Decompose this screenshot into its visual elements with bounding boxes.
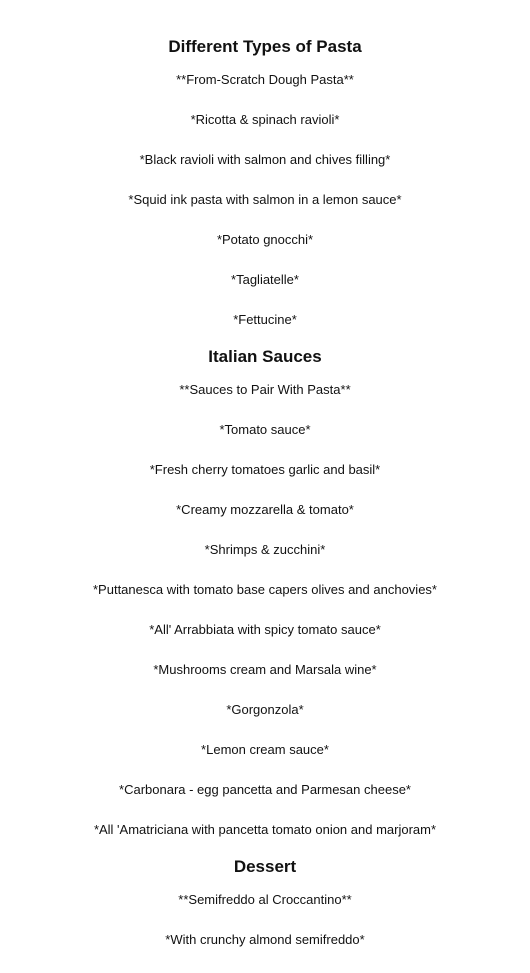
menu-item: *Mushrooms cream and Marsala wine* — [153, 662, 377, 677]
section-pasta-types — [0, 36, 530, 328]
menu-item: *With crunchy almond semifreddo* — [165, 932, 365, 947]
section-dessert — [0, 856, 530, 948]
menu-item: *Creamy mozzarella & tomato* — [176, 502, 354, 517]
menu-item: *All 'Amatriciana with pancetta tomato onion and marjoram* — [93, 822, 437, 837]
menu-item: *All' Arrabbiata with spicy tomato sauce* — [149, 622, 381, 637]
menu-item: *Squid ink pasta with salmon in a lemon sauce* — [128, 192, 402, 207]
menu-item: *Tagliatelle* — [231, 272, 299, 287]
section-title: Dessert — [233, 857, 297, 876]
menu-item: *Fresh cherry tomatoes garlic and basil* — [149, 462, 381, 477]
section-italian-sauces — [0, 346, 530, 838]
menu-item: *Black ravioli with salmon and chives filling* — [139, 152, 391, 167]
menu-item: *Shrimps & zucchini* — [204, 542, 326, 557]
section-title: Italian Sauces — [208, 347, 322, 366]
menu-item: *Fettucine* — [233, 312, 297, 327]
menu-item: *Lemon cream sauce* — [201, 742, 329, 757]
menu-item: *Ricotta & spinach ravioli* — [190, 112, 340, 127]
menu-item: *Gorgonzola* — [226, 702, 304, 717]
menu-item: **From-Scratch Dough Pasta** — [176, 72, 354, 87]
menu-item: *Potato gnocchi* — [216, 232, 314, 247]
section-title: Different Types of Pasta — [168, 37, 362, 56]
menu-item: *Carbonara - egg pancetta and Parmesan cheese* — [119, 782, 411, 797]
menu-item: **Semifreddo al Croccantino** — [178, 892, 352, 907]
menu-item: **Sauces to Pair With Pasta** — [179, 382, 351, 397]
menu-item: *Puttanesca with tomato base capers olives and anchovies* — [93, 582, 437, 597]
menu-item: *Tomato sauce* — [219, 422, 311, 437]
